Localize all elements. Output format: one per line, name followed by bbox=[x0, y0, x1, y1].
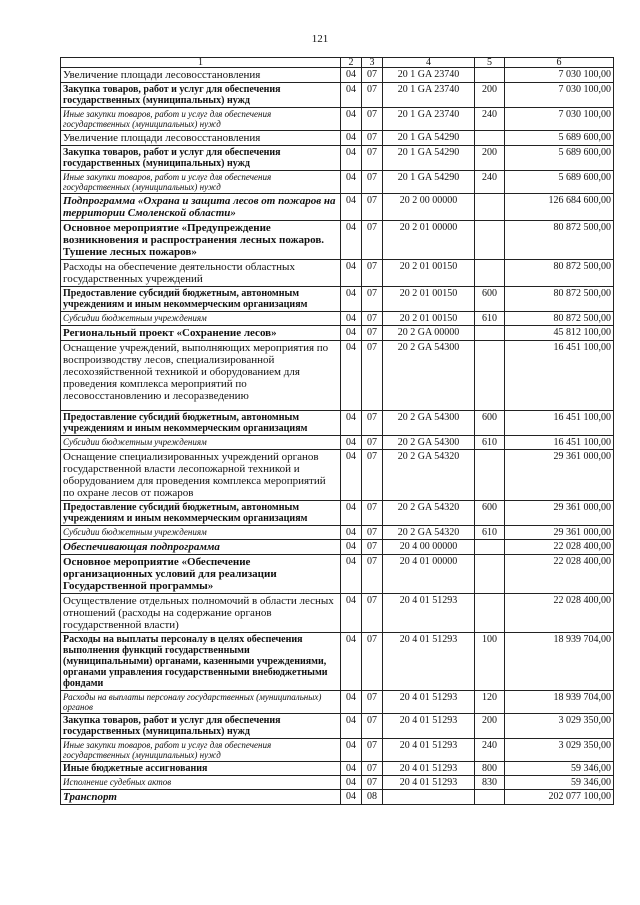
row-subsection-cell: 07 bbox=[362, 221, 383, 260]
row-target-article-cell: 20 4 01 51293 bbox=[383, 594, 475, 633]
row-target-article-cell: 20 2 01 00150 bbox=[383, 287, 475, 312]
row-amount-cell: 5 689 600,00 bbox=[505, 131, 614, 146]
row-expense-type-cell: 100 bbox=[475, 633, 505, 691]
row-amount-cell: 22 028 400,00 bbox=[505, 540, 614, 555]
row-name-cell: Расходы на выплаты персоналу в целях обеспечения выполнения функций государственными (муниципальными) органами, казенными учреждениями, органами управления государственными внебюджетными фондами bbox=[61, 633, 341, 691]
row-subsection-cell: 07 bbox=[362, 194, 383, 221]
table-row bbox=[61, 633, 614, 691]
row-expense-type-cell: 200 bbox=[475, 146, 505, 171]
row-subsection-cell: 07 bbox=[362, 555, 383, 594]
row-expense-type-cell: 240 bbox=[475, 108, 505, 131]
row-subsection-cell: 07 bbox=[362, 762, 383, 776]
row-name-cell: Иные бюджетные ассигнования bbox=[61, 762, 341, 776]
row-expense-type-cell bbox=[475, 326, 505, 341]
row-target-article-cell: 20 1 GA 23740 bbox=[383, 108, 475, 131]
header-col-2: 2 bbox=[341, 58, 362, 68]
row-subsection-cell: 07 bbox=[362, 691, 383, 714]
header-col-1: 1 bbox=[61, 58, 341, 68]
row-section-cell: 04 bbox=[341, 501, 362, 526]
row-name-cell: Предоставление субсидий бюджетным, автономным учреждениям и иным некоммерческим организациям bbox=[61, 501, 341, 526]
row-subsection-cell: 07 bbox=[362, 171, 383, 194]
row-name-cell: Оснащение учреждений, выполняющих мероприятия по воспроизводству лесов, специализированной лесохозяйственной техникой и оборудованием для проведения комплекса мероприятий по лесовосстановлению и лесоразведению bbox=[61, 341, 341, 411]
row-section-cell: 04 bbox=[341, 341, 362, 411]
row-subsection-cell: 07 bbox=[362, 108, 383, 131]
row-target-article-cell: 20 2 GA 54300 bbox=[383, 411, 475, 436]
row-section-cell: 04 bbox=[341, 411, 362, 436]
row-section-cell: 04 bbox=[341, 221, 362, 260]
row-amount-cell: 3 029 350,00 bbox=[505, 714, 614, 739]
row-name-cell: Транспорт bbox=[61, 790, 341, 805]
row-amount-cell: 59 346,00 bbox=[505, 762, 614, 776]
row-section-cell: 04 bbox=[341, 171, 362, 194]
table-row bbox=[61, 739, 614, 762]
row-name-cell: Предоставление субсидий бюджетным, автономным учреждениям и иным некоммерческим организациям bbox=[61, 287, 341, 312]
row-expense-type-cell: 610 bbox=[475, 526, 505, 540]
row-target-article-cell: 20 2 01 00150 bbox=[383, 312, 475, 326]
table-row bbox=[61, 146, 614, 171]
row-name-cell: Закупка товаров, работ и услуг для обеспечения государственных (муниципальных) нужд bbox=[61, 83, 341, 108]
row-target-article-cell: 20 1 GA 54290 bbox=[383, 146, 475, 171]
row-amount-cell: 5 689 600,00 bbox=[505, 146, 614, 171]
row-target-article-cell: 20 4 01 51293 bbox=[383, 776, 475, 790]
table-row bbox=[61, 790, 614, 805]
row-target-article-cell: 20 4 01 51293 bbox=[383, 691, 475, 714]
row-subsection-cell: 07 bbox=[362, 450, 383, 501]
table-row bbox=[61, 714, 614, 739]
row-section-cell: 04 bbox=[341, 312, 362, 326]
row-amount-cell: 18 939 704,00 bbox=[505, 633, 614, 691]
row-section-cell: 04 bbox=[341, 762, 362, 776]
row-subsection-cell: 07 bbox=[362, 131, 383, 146]
row-subsection-cell: 07 bbox=[362, 312, 383, 326]
row-target-article-cell: 20 2 GA 00000 bbox=[383, 326, 475, 341]
row-section-cell: 04 bbox=[341, 131, 362, 146]
table-row bbox=[61, 691, 614, 714]
row-subsection-cell: 07 bbox=[362, 776, 383, 790]
row-target-article-cell: 20 2 GA 54300 bbox=[383, 341, 475, 411]
row-expense-type-cell: 830 bbox=[475, 776, 505, 790]
row-name-cell: Субсидии бюджетным учреждениям bbox=[61, 526, 341, 540]
header-col-3: 3 bbox=[362, 58, 383, 68]
row-expense-type-cell bbox=[475, 540, 505, 555]
row-amount-cell: 80 872 500,00 bbox=[505, 287, 614, 312]
row-amount-cell: 29 361 000,00 bbox=[505, 526, 614, 540]
row-name-cell: Основное мероприятие «Обеспечение организационных условий для реализации Государственной программы» bbox=[61, 555, 341, 594]
row-expense-type-cell bbox=[475, 260, 505, 287]
row-amount-cell: 80 872 500,00 bbox=[505, 312, 614, 326]
row-name-cell: Иные закупки товаров, работ и услуг для обеспечения государственных (муниципальных) нужд bbox=[61, 739, 341, 762]
row-target-article-cell: 20 2 GA 54300 bbox=[383, 436, 475, 450]
row-expense-type-cell bbox=[475, 555, 505, 594]
row-target-article-cell: 20 1 GA 23740 bbox=[383, 68, 475, 83]
row-section-cell: 04 bbox=[341, 776, 362, 790]
row-name-cell: Закупка товаров, работ и услуг для обеспечения государственных (муниципальных) нужд bbox=[61, 146, 341, 171]
table-body bbox=[61, 68, 614, 805]
header-col-6: 6 bbox=[505, 58, 614, 68]
row-section-cell: 04 bbox=[341, 714, 362, 739]
table-row bbox=[61, 326, 614, 341]
row-subsection-cell: 07 bbox=[362, 287, 383, 312]
header-col-4: 4 bbox=[383, 58, 475, 68]
row-subsection-cell: 07 bbox=[362, 540, 383, 555]
row-subsection-cell: 07 bbox=[362, 326, 383, 341]
row-amount-cell: 80 872 500,00 bbox=[505, 221, 614, 260]
row-subsection-cell: 07 bbox=[362, 68, 383, 83]
row-name-cell: Обеспечивающая подпрограмма bbox=[61, 540, 341, 555]
row-target-article-cell: 20 4 01 51293 bbox=[383, 739, 475, 762]
row-section-cell: 04 bbox=[341, 540, 362, 555]
table-row bbox=[61, 68, 614, 83]
row-name-cell: Расходы на выплаты персоналу государственных (муниципальных) органов bbox=[61, 691, 341, 714]
table-row bbox=[61, 411, 614, 436]
row-subsection-cell: 07 bbox=[362, 260, 383, 287]
row-section-cell: 04 bbox=[341, 594, 362, 633]
row-section-cell: 04 bbox=[341, 326, 362, 341]
row-amount-cell: 202 077 100,00 bbox=[505, 790, 614, 805]
row-target-article-cell: 20 2 GA 54320 bbox=[383, 501, 475, 526]
row-amount-cell: 7 030 100,00 bbox=[505, 68, 614, 83]
row-subsection-cell: 07 bbox=[362, 526, 383, 540]
table-row bbox=[61, 436, 614, 450]
row-name-cell: Увеличение площади лесовосстановления bbox=[61, 131, 341, 146]
table-row bbox=[61, 287, 614, 312]
row-subsection-cell: 08 bbox=[362, 790, 383, 805]
row-amount-cell: 3 029 350,00 bbox=[505, 739, 614, 762]
row-expense-type-cell: 240 bbox=[475, 739, 505, 762]
row-target-article-cell: 20 2 00 00000 bbox=[383, 194, 475, 221]
row-name-cell: Предоставление субсидий бюджетным, автономным учреждениям и иным некоммерческим организациям bbox=[61, 411, 341, 436]
row-name-cell: Расходы на обеспечение деятельности областных государственных учреждений bbox=[61, 260, 341, 287]
row-amount-cell: 16 451 100,00 bbox=[505, 436, 614, 450]
row-expense-type-cell bbox=[475, 594, 505, 633]
row-amount-cell: 45 812 100,00 bbox=[505, 326, 614, 341]
row-name-cell: Основное мероприятие «Предупреждение возникновения и распространения лесных пожаров. Тушение лесных пожаров» bbox=[61, 221, 341, 260]
row-target-article-cell bbox=[383, 790, 475, 805]
row-amount-cell: 7 030 100,00 bbox=[505, 108, 614, 131]
row-name-cell: Иные закупки товаров, работ и услуг для обеспечения государственных (муниципальных) нужд bbox=[61, 108, 341, 131]
row-name-cell: Оснащение специализированных учреждений органов государственной власти лесопожарной техникой и оборудованием для проведения комплекса мероприятий по охране лесов от пожаров bbox=[61, 450, 341, 501]
table-row bbox=[61, 194, 614, 221]
row-target-article-cell: 20 4 00 00000 bbox=[383, 540, 475, 555]
row-target-article-cell: 20 4 01 00000 bbox=[383, 555, 475, 594]
page-number: 121 bbox=[311, 33, 329, 45]
row-section-cell: 04 bbox=[341, 194, 362, 221]
row-expense-type-cell: 610 bbox=[475, 436, 505, 450]
row-target-article-cell: 20 2 GA 54320 bbox=[383, 450, 475, 501]
row-amount-cell: 22 028 400,00 bbox=[505, 555, 614, 594]
row-expense-type-cell: 600 bbox=[475, 501, 505, 526]
row-name-cell: Закупка товаров, работ и услуг для обеспечения государственных (муниципальных) нужд bbox=[61, 714, 341, 739]
row-subsection-cell: 07 bbox=[362, 739, 383, 762]
table-row bbox=[61, 776, 614, 790]
row-section-cell: 04 bbox=[341, 287, 362, 312]
table-row bbox=[61, 526, 614, 540]
row-section-cell: 04 bbox=[341, 555, 362, 594]
row-target-article-cell: 20 4 01 51293 bbox=[383, 633, 475, 691]
row-target-article-cell: 20 2 GA 54320 bbox=[383, 526, 475, 540]
row-expense-type-cell: 610 bbox=[475, 312, 505, 326]
row-subsection-cell: 07 bbox=[362, 83, 383, 108]
table-row bbox=[61, 594, 614, 633]
row-subsection-cell: 07 bbox=[362, 501, 383, 526]
row-expense-type-cell bbox=[475, 341, 505, 411]
row-subsection-cell: 07 bbox=[362, 594, 383, 633]
row-section-cell: 04 bbox=[341, 739, 362, 762]
row-target-article-cell: 20 4 01 51293 bbox=[383, 762, 475, 776]
row-target-article-cell: 20 1 GA 54290 bbox=[383, 171, 475, 194]
row-name-cell: Исполнение судебных актов bbox=[61, 776, 341, 790]
row-expense-type-cell bbox=[475, 131, 505, 146]
row-section-cell: 04 bbox=[341, 790, 362, 805]
table-row bbox=[61, 221, 614, 260]
table-row bbox=[61, 341, 614, 411]
row-name-cell: Субсидии бюджетным учреждениям bbox=[61, 436, 341, 450]
table-row bbox=[61, 260, 614, 287]
row-section-cell: 04 bbox=[341, 436, 362, 450]
table-row bbox=[61, 501, 614, 526]
table-row bbox=[61, 171, 614, 194]
row-section-cell: 04 bbox=[341, 83, 362, 108]
table-row bbox=[61, 131, 614, 146]
row-section-cell: 04 bbox=[341, 633, 362, 691]
row-subsection-cell: 07 bbox=[362, 146, 383, 171]
row-section-cell: 04 bbox=[341, 526, 362, 540]
row-section-cell: 04 bbox=[341, 691, 362, 714]
row-name-cell: Региональный проект «Сохранение лесов» bbox=[61, 326, 341, 341]
row-expense-type-cell: 800 bbox=[475, 762, 505, 776]
row-expense-type-cell: 600 bbox=[475, 287, 505, 312]
row-expense-type-cell bbox=[475, 221, 505, 260]
row-target-article-cell: 20 4 01 51293 bbox=[383, 714, 475, 739]
row-amount-cell: 5 689 600,00 bbox=[505, 171, 614, 194]
table-row bbox=[61, 762, 614, 776]
row-expense-type-cell bbox=[475, 450, 505, 501]
row-amount-cell: 16 451 100,00 bbox=[505, 411, 614, 436]
row-target-article-cell: 20 2 01 00150 bbox=[383, 260, 475, 287]
table-row bbox=[61, 83, 614, 108]
row-amount-cell: 126 684 600,00 bbox=[505, 194, 614, 221]
table-row bbox=[61, 108, 614, 131]
table-row bbox=[61, 555, 614, 594]
row-expense-type-cell: 200 bbox=[475, 83, 505, 108]
row-amount-cell: 80 872 500,00 bbox=[505, 260, 614, 287]
table-row bbox=[61, 312, 614, 326]
row-subsection-cell: 07 bbox=[362, 436, 383, 450]
row-expense-type-cell bbox=[475, 194, 505, 221]
row-name-cell: Увеличение площади лесовосстановления bbox=[61, 68, 341, 83]
table-header-row bbox=[61, 58, 614, 68]
row-subsection-cell: 07 bbox=[362, 411, 383, 436]
row-expense-type-cell: 200 bbox=[475, 714, 505, 739]
row-amount-cell: 7 030 100,00 bbox=[505, 83, 614, 108]
row-amount-cell: 59 346,00 bbox=[505, 776, 614, 790]
row-expense-type-cell: 120 bbox=[475, 691, 505, 714]
row-expense-type-cell bbox=[475, 790, 505, 805]
row-section-cell: 04 bbox=[341, 68, 362, 83]
row-name-cell: Субсидии бюджетным учреждениям bbox=[61, 312, 341, 326]
row-amount-cell: 18 939 704,00 bbox=[505, 691, 614, 714]
row-section-cell: 04 bbox=[341, 146, 362, 171]
row-subsection-cell: 07 bbox=[362, 633, 383, 691]
table-row bbox=[61, 540, 614, 555]
row-name-cell: Подпрограмма «Охрана и защита лесов от пожаров на территории Смоленской области» bbox=[61, 194, 341, 221]
row-amount-cell: 16 451 100,00 bbox=[505, 341, 614, 411]
header-col-5: 5 bbox=[475, 58, 505, 68]
row-name-cell: Осуществление отдельных полномочий в области лесных отношений (расходы на содержание органов государственной власти) bbox=[61, 594, 341, 633]
row-target-article-cell: 20 1 GA 54290 bbox=[383, 131, 475, 146]
row-section-cell: 04 bbox=[341, 260, 362, 287]
row-section-cell: 04 bbox=[341, 450, 362, 501]
table-row bbox=[61, 450, 614, 501]
row-expense-type-cell: 600 bbox=[475, 411, 505, 436]
row-amount-cell: 29 361 000,00 bbox=[505, 501, 614, 526]
row-amount-cell: 22 028 400,00 bbox=[505, 594, 614, 633]
row-target-article-cell: 20 2 01 00000 bbox=[383, 221, 475, 260]
row-section-cell: 04 bbox=[341, 108, 362, 131]
row-name-cell: Иные закупки товаров, работ и услуг для обеспечения государственных (муниципальных) нужд bbox=[61, 171, 341, 194]
row-amount-cell: 29 361 000,00 bbox=[505, 450, 614, 501]
budget-table bbox=[60, 57, 614, 805]
row-target-article-cell: 20 1 GA 23740 bbox=[383, 83, 475, 108]
row-subsection-cell: 07 bbox=[362, 341, 383, 411]
row-expense-type-cell: 240 bbox=[475, 171, 505, 194]
row-expense-type-cell bbox=[475, 68, 505, 83]
row-subsection-cell: 07 bbox=[362, 714, 383, 739]
